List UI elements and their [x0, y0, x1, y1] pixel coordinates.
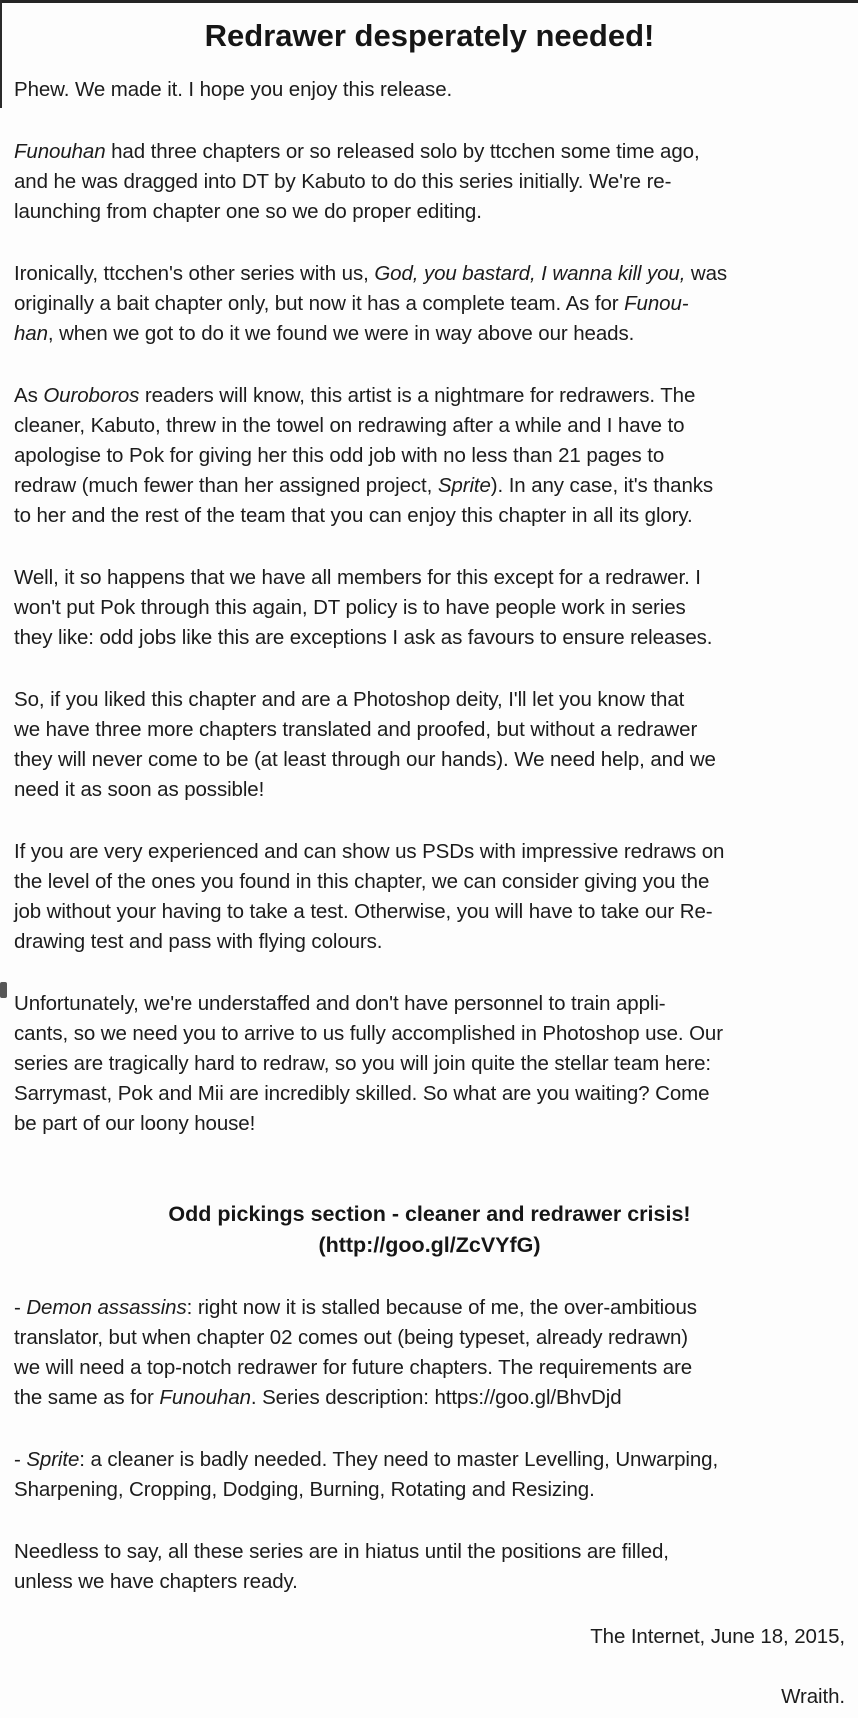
scan-artifact-left-mark [0, 982, 7, 998]
paragraph-understaffed: Unfortunately, we're understaffed and don't have personnel to train appli- cants, so we need you to arrive to us fully accomplished in Photoshop use. Our series are tragically hard to redraw, so you will join quite the stellar team here: Sarrymast, Pok and Mii are incredibly skilled. So what are you waiting? Come be part of our loony house! [14, 992, 723, 1135]
odd-pickings-heading: Odd pickings section - cleaner and redrawer crisis! (http://goo.gl/ZcVYfG) [168, 1202, 691, 1257]
paragraph-team-status: Well, it so happens that we have all members for this except for a redrawer. I won't put Pok through this again, DT policy is to have people work in series they like: odd jobs like this are exceptions I ask as favours to ensure releases. [14, 566, 713, 649]
paragraph-demon-assassins: - Demon assassins: right now it is stalled because of me, the over-ambitious translator, but when chapter 02 comes out (being typeset, already redrawn) we will need a top-notch redrawer for future chapters. The requirements are the same as for Funouhan. Series description: https://goo.gl/BhvDjd [14, 1296, 697, 1409]
page-title: Redrawer desperately needed! [204, 18, 655, 53]
paragraph-test-requirements: If you are very experienced and can show us PSDs with impressive redraws on the level of the ones you found in this chapter, we can consider giving you the job without your having to take a test. Otherwise, you will have to take our Re- drawing test and pass with flying colours. [14, 840, 725, 953]
paragraph-hiatus-note: Needless to say, all these series are in hiatus until the positions are filled, unless we have chapters ready. [14, 1540, 669, 1593]
paragraph-help-needed: So, if you liked this chapter and are a Photoshop deity, I'll let you know that we have three more chapters translated and proofed, but without a redrawer they will never come to be (at least through our hands). We need help, and we need it as soon as possible! [14, 688, 716, 801]
paragraph-funouhan-history: Funouhan had three chapters or so released solo by ttcchen some time ago, and he was dragged into DT by Kabuto to do this series initially. We're re- launching from chapter one so we do proper editing. [14, 140, 700, 223]
paragraph-sprite-cleaner: - Sprite: a cleaner is badly needed. They need to master Levelling, Unwarping, Sharpening, Cropping, Dodging, Burning, Rotating and Resizing. [14, 1448, 719, 1501]
signature: Wraith. [781, 1685, 845, 1708]
paragraph-ttcchen-series: Ironically, ttcchen's other series with us, God, you bastard, I wanna kill you, was originally a bait chapter only, but now it has a complete team. As for Funou- han, when we got to do it we found we were in way above our heads. [14, 262, 728, 345]
date-line: The Internet, June 18, 2015, [590, 1625, 845, 1648]
scan-artifact-top-border [0, 0, 858, 3]
paragraph-intro: Phew. We made it. I hope you enjoy this release. [14, 78, 453, 101]
paragraph-redraw-nightmare: As Ouroboros readers will know, this artist is a nightmare for redrawers. The cleaner, Kabuto, threw in the towel on redrawing after a while and I have to apologise to Pok for giving her this odd job with no less than 21 pages to redraw (much fewer than her assigned project, Sprite). In any case, it's thanks to her and the rest of the team that you can enjoy this chapter in all its glory. [14, 384, 714, 527]
scan-artifact-left-edge [0, 0, 2, 108]
